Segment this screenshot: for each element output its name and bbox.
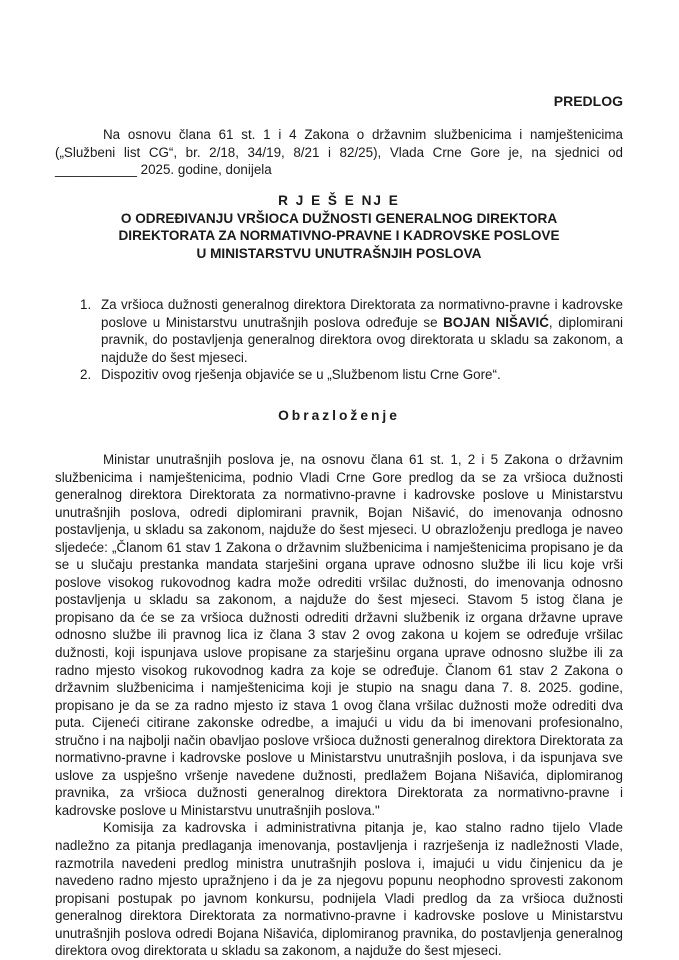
reasoning-paragraph: Komisija za kadrovska i administrativna pitanja je, kao stalno radno tijelo Vlade nadležno za pitanja predlaganja imenovanja, postavljenja i razrješenja iz nadležnosti Vlade, razmotrila navedeni predlog ministra unutrašnjih poslova i, imajući u vidu činjenicu da je navedeno radno mjesto upražnjeno i da je za njegovu popunu neophodno sprovesti zakonom propisani postupak po javnom konkursu, podnijela Vladi predlog da za vršioca dužnosti generalnog direktora Direktorata za normativno-pravne i kadrovske poslove u Ministarstvu unutrašnjih poslova odredi Bojana Nišavića, diplomiranog pravnika, do postavljenja generalnog direktora ovog direktorata u skladu sa zakonom, a najduže do šest mjeseci. — [55, 820, 623, 959]
appointee-name: BOJAN NIŠAVIĆ — [443, 314, 549, 330]
item-text-continued: , diplomirani pravnik, do postavljenja generalnog direktora ovog direktorata u skladu sa zakonom, a najduže do šest mjeseci. — [101, 314, 623, 365]
reasoning-body — [55, 451, 623, 960]
decision-item — [55, 366, 623, 384]
document-label: PREDLOG — [553, 93, 623, 109]
decision-title — [55, 192, 623, 262]
item-number: 1. — [80, 297, 92, 312]
decision-item — [55, 296, 623, 366]
item-number: 2. — [80, 367, 92, 383]
decision-heading: R J E Š E NJ E — [278, 193, 400, 208]
reasoning-paragraph: Ministar unutrašnjih poslova je, na osnovu člana 61 st. 1, 2 i 5 Zakona o državnim službenicima i namještenicima, podnio Vladi Crne Gore predlog da se za vršioca dužnosti generalnog direktora Direktorata za normativno-pravne i kadrovske poslove u Ministarstvu unutrašnjih poslova, odredi diplomirani pravnik, Bojan Nišavić, do imenovanja odnosno postavljenja, u skladu sa zakonom, najduže do šest mjeseci. U obrazloženju predloga je naveo sljedeće: „Članom 61 stav 1 Zakona o državnim službenicima i namještenicima propisano je da se u slučaju prestanka mandata starješini organa uprave odnosno službe ili licu koje vrši poslove visokog rukovodnog kadra može odrediti vršilac dužnosti, do imenovanja odnosno postavljenja u skladu sa zakonom, a najduže do šest mjeseci. Stavom 5 istog člana je propisano da će se za vršioca dužnosti odrediti državni službenik iz organa državne uprave odnosno službe ili pravnog lica iz člana 3 stav 2 ovog zakona u kojem se određuje vršilac dužnosti, koji ispunjava uslove propisane za starješinu organa uprave odnosno službe ili za radno mjesto visokog rukovodnog kadra za koje se određuje. Članom 61 stav 2 Zakona o državnim službenicima i namještenicima koji je stupio na snagu dana 7. 8. 2025. godine, propisano je da se za radno mjesto iz stava 1 ovog člana vršilac dužnosti može odrediti dva puta. Cijeneći citirane zakonske odredbe, a imajući u vidu da bi imenovani profesionalno, stručno i na najbolji način obavljao poslove vršioca dužnosti generalnog direktora Direktorata za normativno-pravne i kadrovske poslove u Ministarstvu unutrašnjih poslova, i da ispunjava sve uslove za uspješno vršenje navedene dužnosti, predlažem Bojana Nišavića, diplomiranog pravnika, za vršioca dužnosti generalnog direktora Direktorata za normativno-pravne i kadrovske poslove u Ministarstvu unutrašnjih poslova." — [55, 452, 623, 818]
decision-items — [55, 296, 623, 384]
reasoning-heading: Obrazloženje — [278, 408, 400, 423]
decision-title-line-2: DIREKTORATA ZA NORMATIVNO-PRAVNE I KADROVSKE POSLOVE — [118, 228, 560, 244]
decision-title-line-1: O ODREĐIVANJU VRŠIOCA DUŽNOSTI GENERALNOG DIREKTORA — [120, 210, 558, 226]
intro-paragraph: Na osnovu člana 61 st. 1 i 4 Zakona o državnim službenicima i namještenicima („Službeni list CG“, br. 2/18, 34/19, 8/21 i 82/25), Vlada Crne Gore je, na sjednici od ___________ 2025. godine, donijela — [55, 127, 623, 178]
decision-title-line-3: U MINISTARSTVU UNUTRAŠNJIH POSLOVA — [196, 245, 482, 261]
item-text: Dispozitiv ovog rješenja objaviće se u „Službenom listu Crne Gore“. — [101, 367, 501, 383]
item-text: Za vršioca dužnosti generalnog direktora Direktorata za normativno-pravne i kadrovske poslove u Ministarstvu unutrašnjih poslova određuje se — [101, 297, 623, 330]
